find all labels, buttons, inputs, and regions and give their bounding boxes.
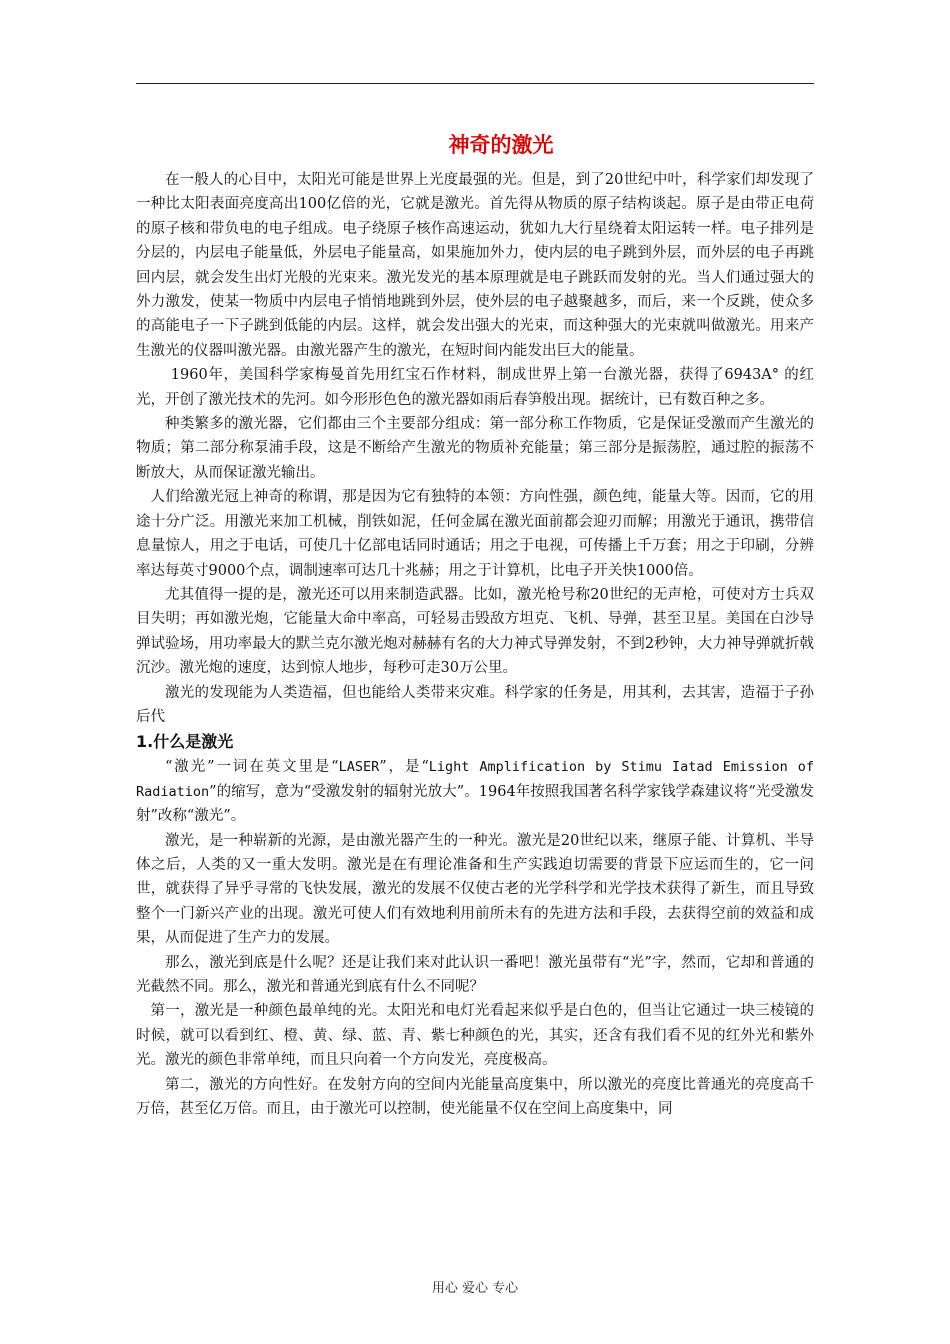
paragraph: 第一，激光是一种颜色最单纯的光。太阳光和电灯光看起来似乎是白色的，但当让它通过一块三棱镜的时候，就可以看到红、橙、黄、绿、蓝、青、紫七种颜色的光，其实，还含有我们看不见的红外光和紫外光。激光的颜色非常单纯，而且只向着一个方向发光，亮度极高。	[136, 1003, 814, 1069]
document-body	[136, 128, 814, 1121]
paragraph: 1960年，美国科学家梅曼首先用红宝石作材料，制成世界上第一台激光器，获得了6943A° 的红光，开创了激光技术的先河。如今形形色色的激光器如雨后春笋般出现。据统计，已有数百种之多。	[136, 367, 814, 408]
english-phrase: Light Amplification by Stimu Iatad Emission of Radiation	[136, 759, 814, 800]
section-heading: 1.什么是激光	[136, 732, 234, 752]
page-footer: 用心 爱心 专心	[431, 1281, 519, 1296]
header-rule	[136, 83, 814, 84]
paragraph: 种类繁多的激光器，它们都由三个主要部分组成：第一部分称工作物质，它是保证受激而产生激光的物质；第二部分称泵浦手段，这是不断给产生激光的物质补充能量；第三部分是振荡腔，通过腔的振荡不断放大，从而保证激光输出。	[136, 416, 814, 481]
paragraph: 尤其值得一提的是，激光还可以用来制造武器。比如，激光枪号称20世纪的无声枪，可使对方士兵双目失明；再如激光炮，它能量大命中率高，可轻易击毁敌方坦克、飞机、导弹，甚至卫星。美国在白沙导弹试验场，用功率最大的默兰克尔激光炮对赫赫有名的大力神式导弹发射，不到2秒钟，大力神导弹就折戟沉沙。激光炮的速度，达到惊人地步，每秒可走30万公里。	[136, 586, 814, 677]
english-term: LASER	[338, 759, 380, 776]
paragraph: 在一般人的心目中，太阳光可能是世界上光度最强的光。但是，到了20世纪中叶，科学家们却发现了一种比太阳表面亮度高出100亿倍的光，它就是激光。首先得从物质的原子结构谈起。原子是由带正电荷的原子核和带负电的电子组成。电子绕原子核作高速运动，犹如九大行星绕着太阳运转一样。电子排列是分层的，内层电子能量低，外层电子能量高，如果施加外力，使内层的电子跳到外层，而外层的电子再跳回内层，就会发生出灯光般的光束来。激光发光的基本原理就是电子跳跃而发射的光。当人们通过强大的外力激发，使某一物质中内层电子悄悄地跳到外层，使外层的电子越聚越多，而后，来一个反跳，使众多的高能电子一下子跳到低能的内层。这样，就会发出强大的光束，而这种强大的光束就叫做激光。用来产生激光的仪器叫激光器。由激光器产生的激光，在短时间内能发出巨大的能量。	[136, 172, 814, 359]
paragraph: “激光”一词在英文里是“LASER”，是“Light Amplification by Stimu Iatad Emission of Radiation”的缩写，意为“受激发射的辐射光放大”。1964年按照我国著名科学家钱学森建议将“光受激发射”改称“激光”。	[136, 759, 814, 825]
page-title: 神奇的激光	[448, 133, 554, 157]
paragraph: 激光，是一种崭新的光源，是由激光器产生的一种光。激光是20世纪以来，继原子能、计算机、半导体之后，人类的又一重大发明。激光是在有理论准备和生产实践迫切需要的背景下应运而生的，它一问世，就获得了异乎寻常的飞快发展，激光的发展不仅使古老的光学科学和光学技术获得了新生，而且导致整个一门新兴产业的出现。激光可使人们有效地利用前所未有的先进方法和手段，去获得空前的效益和成果，从而促进了生产力的发展。	[136, 832, 814, 947]
paragraph: 人们给激光冠上神奇的称谓，那是因为它有独特的本领：方向性强，颜色纯，能量大等。因而，它的用途十分广泛。用激光来加工机械，削铁如泥，任何金属在激光面前都会迎刃而解；用激光于通讯，携带信息量惊人，用之于电话，可使几十亿部电话同时通话；用之于电视，可传播上千万套；用之于印刷，分辨率达每英寸9000个点，调制速率可达几十兆赫；用之于计算机，比电子开关快1000倍。	[136, 489, 814, 579]
paragraph: 激光的发现能为人类造福，但也能给人类带来灾难。科学家的任务是，用其利，去其害，造福于子孙后代	[136, 684, 814, 725]
paragraph: 那么，激光到底是什么呢？还是让我们来对此认识一番吧！激光虽带有“光”字，然而，它却和普通的光截然不同。那么，激光和普通光到底有什么不同呢？	[136, 954, 814, 995]
paragraph: 第二，激光的方向性好。在发射方向的空间内光能量高度集中，所以激光的亮度比普通光的亮度高千万倍，甚至亿万倍。而且，由于激光可以控制，使光能量不仅在空间上高度集中，同	[136, 1076, 814, 1118]
